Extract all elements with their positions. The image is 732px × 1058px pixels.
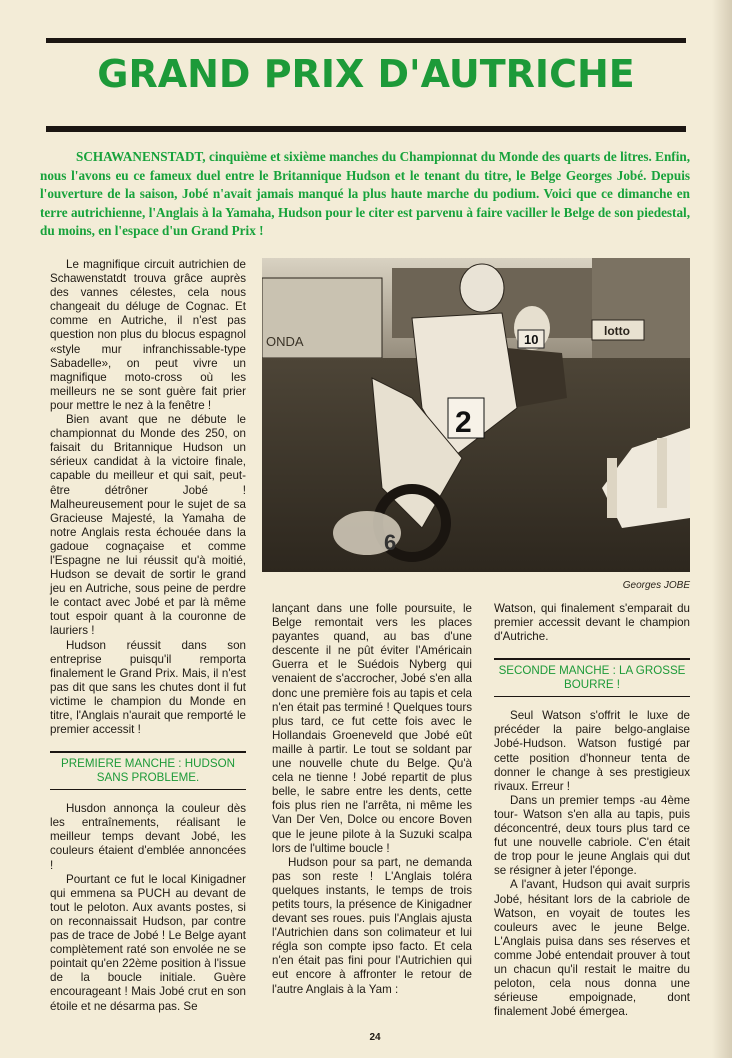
column-2 xyxy=(272,602,472,997)
section-heading-2 xyxy=(494,658,690,697)
photo-caption: Georges JOBE xyxy=(622,580,690,591)
race-photo xyxy=(262,258,690,572)
section-rule-bottom xyxy=(50,789,246,790)
page-number: 24 xyxy=(369,1032,381,1043)
column-3 xyxy=(494,602,690,1019)
col3-paragraph: Dans un premier temps -au 4ème tour- Watson s'en alla au tapis, puis déconcentré, deux tours plus tard ce fut une nouvelle cabriole. C'en était de trop pour le jeune Anglais qui dut se résigner à jeter l'éponge. xyxy=(494,793,690,878)
banner-text: ONDA xyxy=(266,334,304,349)
section-title: SECONDE MANCHE : LA GROSSE BOURRE ! xyxy=(498,664,686,692)
intro-paragraph: SCHAWANENSTADT, cinquième et sixième manches du Championnat du Monde des quarts de litres. Enfin, nous l'avons eu ce fameux duel entre le Britannique Hudson et le tenant du titre, le Belge Georges Jobé. Depuis l'ouverture de la saison, Jobé n'avait jamais manqué la plus haute marche du podium. Voici que ce dimanche en terre autrichienne, l'Anglais à la Yamaha, Hudson pour le citer est parvenu à faire vaciller le Belge de son piedestal, du moins, en l'espace d'un Grand Prix ! xyxy=(40,149,690,238)
rider-number-front: 2 xyxy=(455,406,472,439)
section-rule-bottom xyxy=(494,696,690,697)
page-edge-shadow xyxy=(712,0,732,1058)
col1-paragraph: Le magnifique circuit autrichien de Schawenstatdt trouva grâce auprès des vannes célestes, cela nous changeait du déluge de Cognac. Et comme en Autriche, il n'est pas question non plus du blocus espagnol «style mur infranchissable-type Sabadelle», on peut vivre un magnifique moto-cross où les meilleurs ne se sont guère fait prier pour mettre le nez à la fenêtre ! xyxy=(50,258,246,412)
motocross-photo-illustration xyxy=(262,258,690,572)
section-heading-1 xyxy=(50,751,246,790)
col3-paragraph: Watson, qui finalement s'emparait du premier accessit devant le champion d'Autriche. xyxy=(494,602,690,644)
page-title: GRAND PRIX D'AUTRICHE xyxy=(97,52,635,96)
col1-paragraph: Pourtant ce fut le local Kinigadner qui emmena sa PUCH au devant de tout le peloton. Aux avants postes, si on reconnaissait Hudson, par contre pas de trace de Jobé ! Le Belge ayant complètement raté son envolée ne se pointait qu'en 22ème position à l'issue de la boucle initiale. Guère encourageant ! Mais Jobé crut en son étoile et ne désarma pas. Se xyxy=(50,872,246,1013)
title-underline-rule xyxy=(46,126,686,132)
sponsor-sign-text: lotto xyxy=(604,324,630,338)
top-rule xyxy=(46,38,686,43)
col2-paragraph: lançant dans une folle poursuite, le Belge remontait vers les places payantes quand, au bas d'une descente il ne pût éviter l'Américain Guerra et le Suédois Nyberg qui venaient de s'accrocher, Jobé s'en alla donc une première fois au tapis et cela n'en était pas terminé ! Quelques tours plus tard, ce fut cette fois avec le Hollandais Groeneveld que Jobé eût maille à partir. Le tout se soldant par une nouvelle chute du Belge. Qu'à cela ne tienne ! Jobé repartit de plus belle, le sabre entre les dents, cette fois plus rien ne l'arrêta, ni même les Van Der Ven, Dolce ou encore Boven que le jeune pilote à la Suzuki scalpa lors de l'ultime boucle ! xyxy=(272,602,472,855)
rider-number-back: 10 xyxy=(524,332,539,347)
column-1 xyxy=(50,258,246,1014)
section-title: PREMIERE MANCHE : HUDSON SANS PROBLEME. xyxy=(61,757,235,785)
col2-paragraph: Hudson pour sa part, ne demanda pas son reste ! L'Anglais toléra quelques instants, le temps de trois petits tours, la présence de Kinigadner devant ses roues. puis l'Anglais ajusta l'Autrichien dans son colimateur et lui régla son compte ipso facto. Et cela n'en était pas fini pour l'Autrichien qui eut encore à affronter le retour de l'autre Anglais à la Yam : xyxy=(272,855,472,996)
col1-paragraph: Bien avant que ne débute le championnat du Monde des 250, on faisait du Britannique Hudson un sérieux candidat à la victoire finale, capable du meilleur et qui sait, peut-être détrôner Jobé ! Malheureusement pour le sujet de sa Gracieuse Majesté, la Yamaha de notre Anglais resta échouée dans la gadoue cognaçaise et comme l'Espagne ne lui réussit qu'à moitié, Hudson se devait de sortir le grand jeu en Autriche, sous peine de perdre le contact avec Jobé et par là même tout espoir quant à la couronne de lauriers ! xyxy=(50,413,246,638)
col3-paragraph: Seul Watson s'offrit le luxe de précéder la paire belgo-anglaise Jobé-Hudson. Watson fustigé par cette position d'honneur tenta de donner le change à ses prestigieux rivaux. Erreur ! xyxy=(494,709,690,793)
col1-paragraph: Hudson réussit dans son entreprise puisqu'il remporta finalement le Grand Prix. Mais, il n'est pas dit que sans les chutes dont il fut victime le champion du Monde en titre, l'Anglais n'aurait que remporté le premier accessit ! xyxy=(50,638,246,737)
col1-paragraph: Husdon annonça la couleur dès les entraînements, réalisant le meilleur temps devant Jobé, les couleurs étaient d'emblée annoncées ! xyxy=(50,802,246,872)
col3-paragraph: A l'avant, Hudson qui avait surpris Jobé, hésitant lors de la cabriole de Watson, en voyait de toutes les couleurs avec le jeune Belge. L'Anglais puisa dans ses réserves et comme Jobé entendait prouver à tout un chacun qu'il restait le maitre du peloton, cela nous donna une sérieuse empoignade, dont finalement Jobé émergea. xyxy=(494,878,690,1019)
rider-number-side: 6 xyxy=(384,530,397,555)
